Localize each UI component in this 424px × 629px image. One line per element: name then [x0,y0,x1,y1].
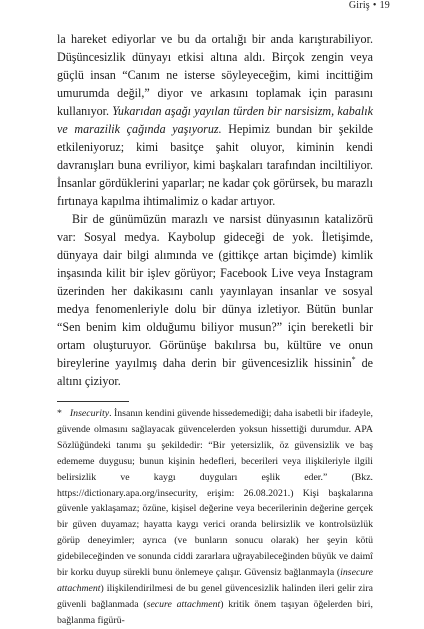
footnote-italic-2: insecure attachment [57,567,373,594]
running-head-separator: • [372,0,377,11]
running-head [349,0,390,11]
paragraph-2-text-end: de altını çiziyor. [57,356,373,388]
page-number: 19 [379,0,390,11]
paragraph-1-text-end: Hepimiz bundan bir şekilde etkileniyoruz; kimi basitçe şahit oluyor, kiminin kendi davranışları buna evriliyor, kimi başkaları tarafından inciltiliyor. İnsanlar gördüklerini yaparlar; ne kadar çok görürsek, bu marazlı fırtınaya kapılma ihtimalimiz o kadar artıyor. [57,122,373,208]
footnote-text-3: ) kritik önem taşıyan öğelerden biri, bağlanma figürü- [57,598,373,626]
footnote-text-1: . İnsanın kendini güvende hissedemediği; daha isabetli bir ifadeyle, güvende olmasını sağlayacak güvencelerden yoksun hissettiği durumdur. APA Sözlüğündeki tanımı şu şekildedir: “Bir yetersizlik, öz güvensizlik ve baş edememe duygusu; bunun kişinin hedefleri, becerileri veya ilişkileriyle ilgili belirsizlik ve kaygı duyguları eşlik eder.” (Bkz. https://dictionary.apa.org/insecurity, erişim: 26.08.2021.) Kişi başkalarına güvenle yaklaşamaz; özüne, kişisel değerine veya becerilerinin değerine gerçek bir güven duyamaz; hayatta kaygı verici oranda belirsizlik ve kontrolsüzlük görüp deneyimler; ayrıca (ve bunların sonucu olarak) her şeyin kötü gidebileceğinden ve sonunda ciddi zararlara uğrayabileceğinden büyük ve daimî bir korku duyup sürekli bunu önlemeye çalışır. Güvensiz bağlanmayla ( [57,408,373,579]
paragraph-2-text: Bir de günümüzün marazlı ve narsist dünyasının katalizörü var: Sosyal medya. Kaybolup gideceği de yok. İletişimde, dünyaya dair bilgi alımında ve (gittikçe artan biçimde) kimlik inşasında kilit bir işlev görüyor; Facebook Live veya Instagram üzerinden her dakikasını canlı yayınlayan insanlar ve sosyal medya fenomenleriyle dolu bir dünya izletiyor. Bütün bunlar “Sen benim kim olduğumu biliyor musun?” için bereketli bir ortam oluşturuyor. Görünüşe bakılırsa bu, kültüre ve onun bireylerine yayılmış daha derin bir güvencesizlik hissinin [57,212,373,370]
footnote-rule [57,401,129,402]
paragraph-1-italic: Yukarıdan aşağı yayılan türden bir narsisizm, kabalık ve marazilik çağında yaşıyoruz. [57,104,373,136]
footnote-term: Insecurity [69,408,110,419]
paragraph-2 [57,210,373,390]
paragraph-1-text: la hareket ediyorlar ve bu da ortalığı bir anda karıştırabiliyor. Düşüncesizlik dünyayı etkisi altına aldı. Birçok zengin veya güçlü insan “Canım ne isterse söyleyeceğim, kimi incittiğim umurumda değil,” diyor ve arkasını toplamak için parasını kullanıyor. [57,32,373,118]
paragraph-1 [57,30,373,210]
running-head-title: Giriş [348,0,370,11]
body-text [57,30,373,390]
footnote-italic-3: secure attachment [146,598,221,610]
footnote-text [57,406,373,629]
footnote-reference: * [351,354,356,364]
footnote-marker: * [57,408,62,419]
footnote [57,405,373,629]
footnote-text-2: ) ilişkilendirilmesi de bu genel güvencesizlik halinden ileri gelir zira güvenli bağlanmada ( [57,582,373,610]
